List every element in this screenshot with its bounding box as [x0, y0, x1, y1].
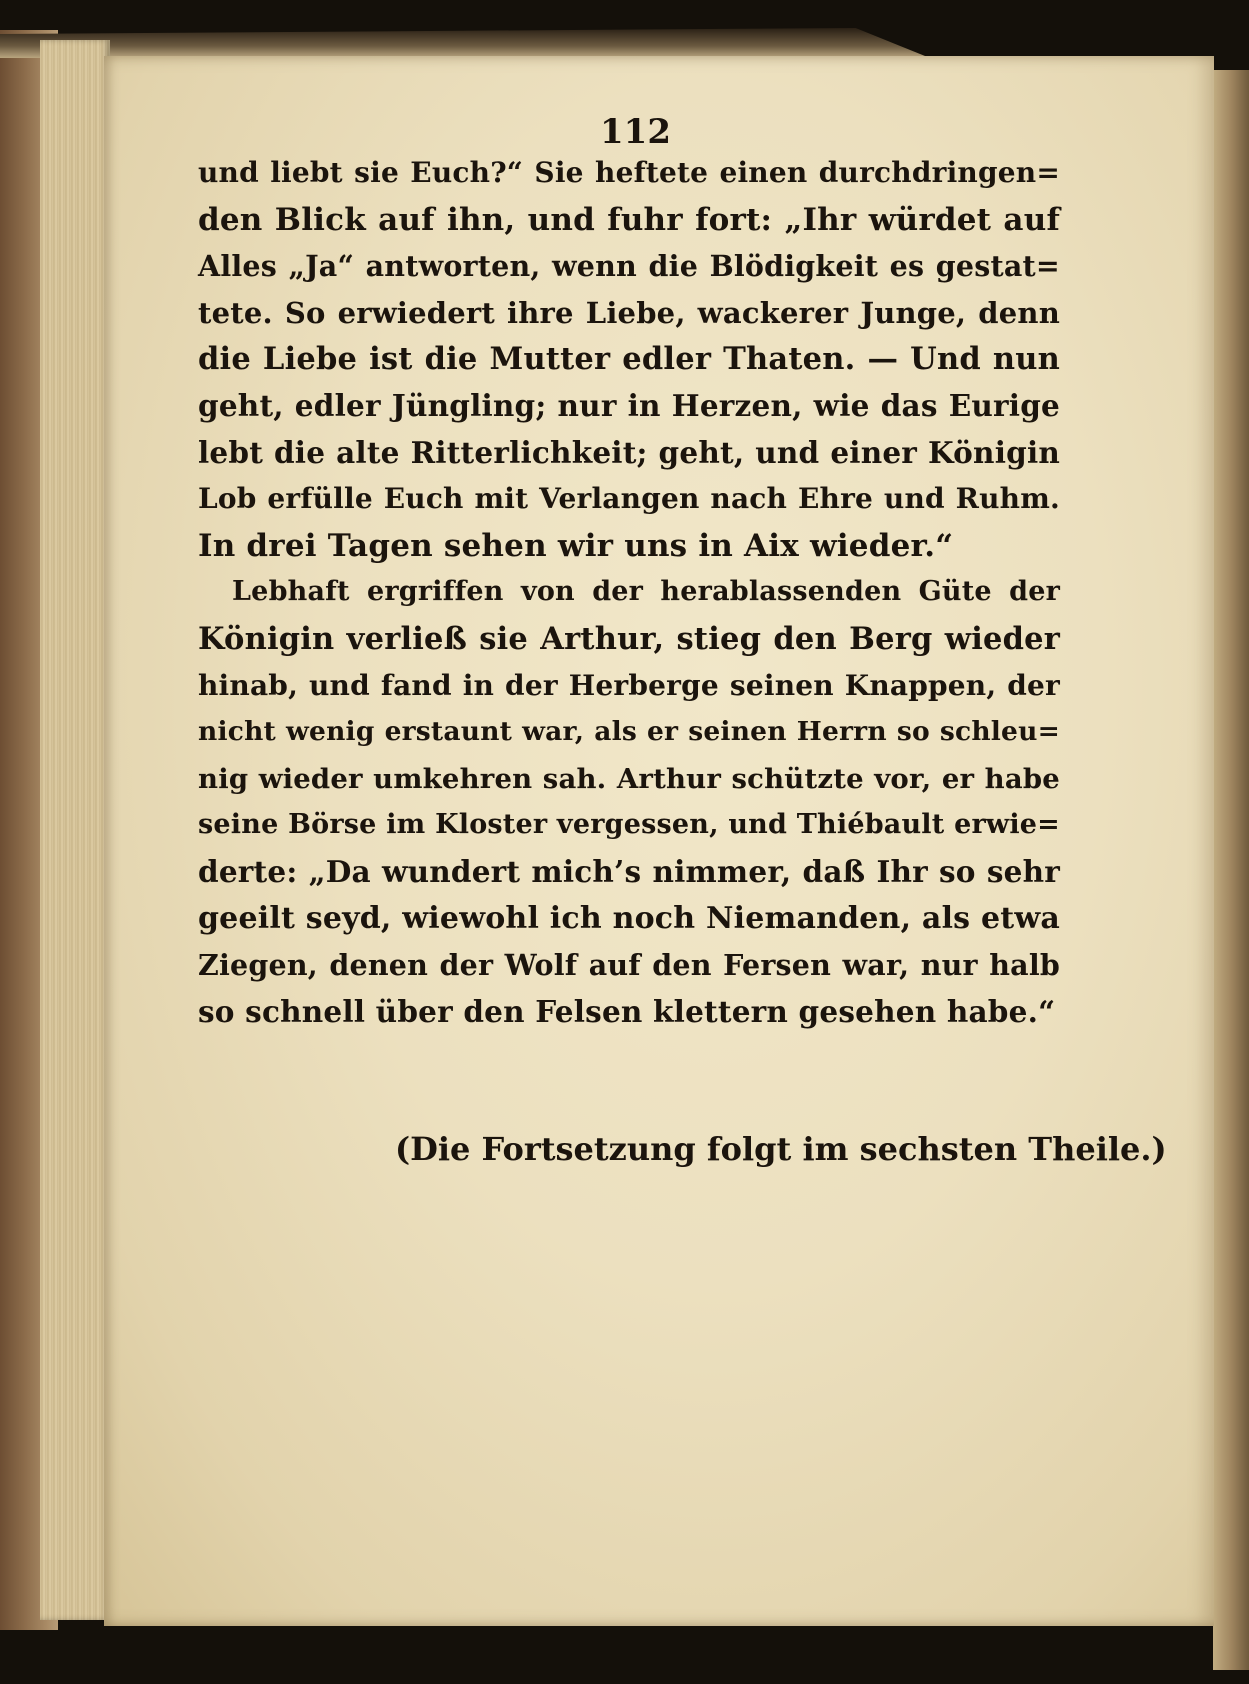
text-line: Ziegen, denen der Wolf auf den Fersen war, nur halb [198, 948, 1060, 983]
page-number: 112 [600, 112, 671, 152]
book-top-edge [0, 28, 930, 58]
text-line: den Blick auf ihn, und fuhr fort: „Ihr würdet auf [198, 201, 1060, 238]
text-line: derte: „Da wundert mich’s nimmer, daß Ihr so sehr [198, 853, 1060, 889]
text-line: Lebhaft ergriffen von der herablassenden Güte der [232, 576, 1060, 608]
facing-page-edge [1213, 70, 1249, 1670]
text-line: nig wieder umkehren sah. Arthur schützte vor, er habe [198, 762, 1060, 795]
page-stack-edges [40, 40, 110, 1620]
text-line: Königin verließ sie Arthur, stieg den Berg wieder [198, 620, 1060, 657]
text-line: tete. So erwiedert ihre Liebe, wackerer Junge, denn [198, 295, 1060, 330]
text-line: geeilt seyd, wiewohl ich noch Niemanden, als etwa [198, 900, 1060, 936]
text-line: seine Börse im Kloster vergessen, und Thiébault erwie= [198, 809, 1060, 841]
text-line: und liebt sie Euch?“ Sie heftete einen durchdringen= [198, 156, 1060, 189]
text-line: die Liebe ist die Mutter edler Thaten. — Und nun [198, 341, 1060, 378]
text-line: In drei Tagen sehen wir uns in Aix wieder.“ [198, 527, 954, 564]
continuation-note: (Die Fortsetzung folgt im sechsten Theile.) [395, 1130, 1167, 1168]
body-text [198, 150, 1060, 1035]
text-line: Alles „Ja“ antworten, wenn die Blödigkeit es gestat= [198, 249, 1060, 284]
text-line: so schnell über den Felsen klettern gesehen habe.“ [198, 993, 1056, 1029]
text-line: nicht wenig erstaunt war, als er seinen Herrn so schleu= [198, 716, 1060, 748]
text-line: hinab, und fand in der Herberge seinen Knappen, der [198, 668, 1060, 702]
text-line: geht, edler Jüngling; nur in Herzen, wie das Eurige [198, 387, 1060, 423]
text-line: lebt die alte Ritterlichkeit; geht, und einer Königin [198, 434, 1060, 470]
text-line: Lob erfülle Euch mit Verlangen nach Ehre und Ruhm. [198, 482, 1060, 516]
